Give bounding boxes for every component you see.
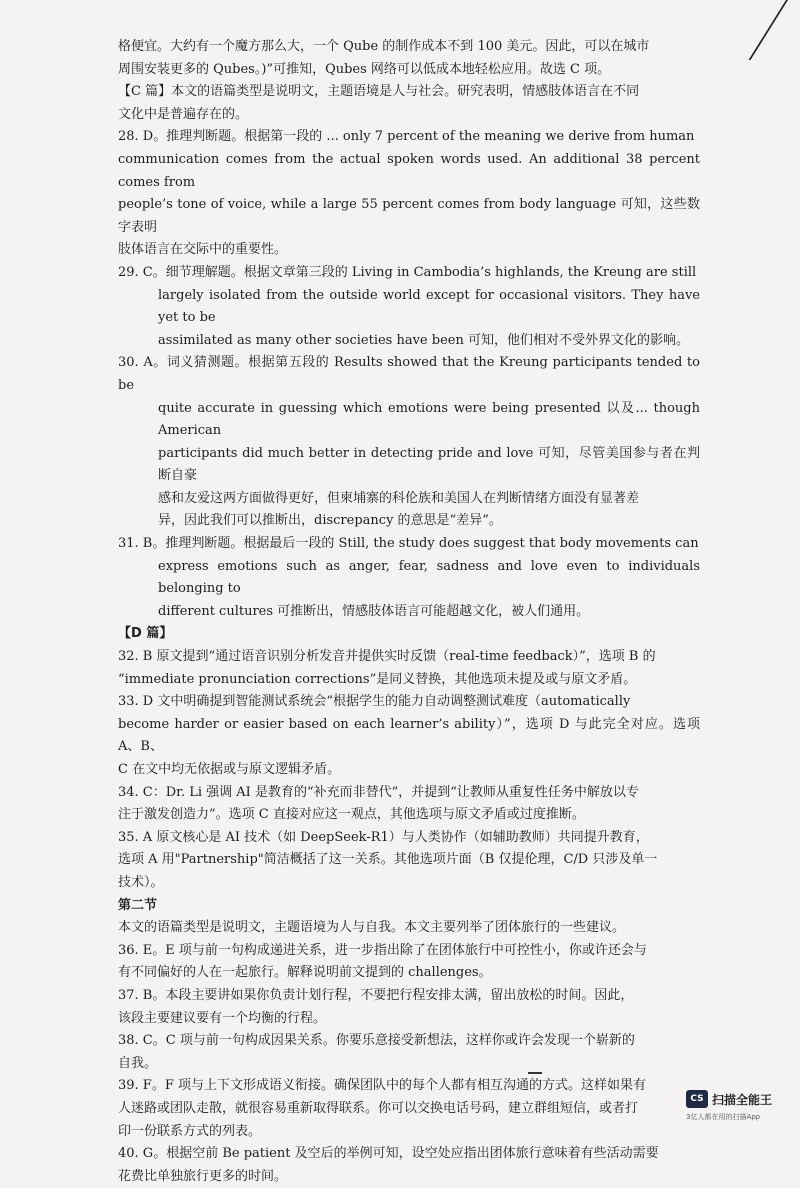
page-footer-mark: [528, 1072, 542, 1074]
text-line: 周围安装更多的 Qubes。)”可推知，Qubes 网络可以低成本地轻松应用。故选 C 项。: [118, 61, 611, 77]
text-line: become harder or easier based on each learner’s ability）”，选项 D 与此完全对应。选项 A、B、: [118, 716, 700, 755]
text-line: 本文的语篇类型是说明文，主题语境为人与自我。本文主要列举了团体旅行的一些建议。: [118, 920, 626, 936]
text-line: communication comes from the actual spoken words used. An additional 38 percent comes from: [118, 151, 700, 190]
text-line: 30. A。词义猜测题。根据第五段的 Results showed that the Kreung participants tended to be: [118, 355, 700, 393]
text-line: 异，因此我们可以推断出，discrepancy 的意思是“差异”。: [158, 513, 502, 529]
text-line: 感和友爱这两方面做得更好，但柬埔寨的科伦族和美国人在判断情绪方面没有显著差: [158, 490, 640, 506]
scanner-app-name: 扫描全能王: [712, 1093, 773, 1107]
text-line: 注于激发创造力”。选项 C 直接对应这一观点，其他选项与原文矛盾或过度推断。: [118, 807, 585, 823]
text-line: 28. D。推理判断题。根据第一段的 ... only 7 percent of the meaning we derive from human: [118, 129, 695, 145]
text-line: 34. C：Dr. Li 强调 AI 是教育的“补充而非替代”，并提到“让教师从重复性任务中解放以专: [118, 784, 639, 800]
page-corner-line: [749, 0, 794, 60]
text-line: 35. A 原文核心是 AI 技术（如 DeepSeek-R1）与人类协作（如辅助教师）共同提升教育，: [118, 829, 649, 845]
text-line: 格便宜。大约有一个魔方那么大，一个 Qube 的制作成本不到 100 美元。因此，可以在城市: [118, 39, 650, 54]
text-line: 29. C。细节理解题。根据文章第三段的 Living in Cambodia’s highlands, the Kreung are still: [118, 264, 697, 280]
text-line: 32. B 原文提到“通过语音识别分析发音并提供实时反馈（real-time feedback）”，选项 B 的: [118, 649, 656, 665]
text-line: 33. D 文中明确提到智能测试系统会“根据学生的能力自动调整测试难度（automatically: [118, 694, 631, 710]
text-line: 印一份联系方式的列表。: [118, 1123, 262, 1139]
scanner-watermark: [686, 1090, 796, 1130]
text-line: 花费比单独旅行更多的时间。: [118, 1168, 288, 1184]
text-line: 39. F。F 项与上下文形成语义衔接。确保团队中的每个人都有相互沟通的方式。这样如果有: [118, 1078, 646, 1094]
text-line: 38. C。C 项与前一句构成因果关系。你要乐意接受新想法，这样你或许会发现一个崭新的: [118, 1033, 635, 1049]
text-line: largely isolated from the outside world except for occasional visitors. They have yet to be: [158, 287, 700, 326]
text-line: 选项 A 用"Partnership"简洁概括了这一关系。其他选项片面（B 仅提伦理，C/D 只涉及单一: [118, 852, 658, 868]
text-line: 有不同偏好的人在一起旅行。解释说明前文提到的 challenges。: [118, 965, 492, 981]
text-line: 人迷路或团队走散，就很容易重新取得联系。你可以交换电话号码，建立群组短信，或者打: [118, 1100, 639, 1116]
text-line: different cultures 可推断出，情感肢体语言可能超越文化，被人们通用。: [158, 603, 590, 619]
text-line: people’s tone of voice, while a large 55 percent comes from body language 可知，这些数字表明: [118, 197, 700, 235]
text-line: participants did much better in detecting pride and love 可知，尽管美国参与者在判断自豪: [158, 445, 700, 484]
text-line: 肢体语言在交际中的重要性。: [118, 242, 288, 258]
scanner-app-slogan: 3亿人都在用的扫描App: [686, 1113, 761, 1121]
text-line: 【C 篇】本文的语篇类型是说明文，主题语境是人与社会。研究表明，情感肢体语言在不同: [118, 84, 640, 100]
text-line: quite accurate in guessing which emotions were being presented 以及... though American: [158, 400, 700, 439]
text-line: 技术）。: [118, 874, 164, 890]
text-line: “immediate pronunciation corrections”是同义替换，其他选项未提及或与原文矛盾。: [118, 671, 637, 687]
section-heading: 第二节: [118, 897, 158, 913]
text-line: 40. G。根据空前 Be patient 及空后的举例可知，设空处应指出团体旅行意味着有些活动需要: [118, 1146, 659, 1162]
text-line: 31. B。推理判断题。根据最后一段的 Still, the study does suggest that body movements can: [118, 536, 699, 552]
text-line: C 在文中均无依据或与原文逻辑矛盾。: [118, 762, 341, 777]
answer-explanations: [118, 36, 700, 1188]
text-line: assimilated as many other societies have been 可知，他们相对不受外界文化的影响。: [158, 332, 689, 348]
text-line: 36. E。E 项与前一句构成递进关系，进一步指出除了在团体旅行中可控性小，你或许还会与: [118, 942, 647, 958]
scanner-logo-icon: CS: [686, 1090, 708, 1108]
section-heading: 【D 篇】: [118, 626, 173, 642]
text-line: 文化中是普遍存在的。: [118, 106, 249, 122]
text-line: 37. B。本段主要讲如果你负责计划行程，不要把行程安排太满，留出放松的时间。因此，: [118, 987, 634, 1003]
text-line: express emotions such as anger, fear, sadness and love even to individuals belonging to: [158, 558, 700, 597]
text-line: 自我。: [118, 1055, 158, 1071]
text-line: 该段主要建议要有一个均衡的行程。: [118, 1010, 327, 1026]
